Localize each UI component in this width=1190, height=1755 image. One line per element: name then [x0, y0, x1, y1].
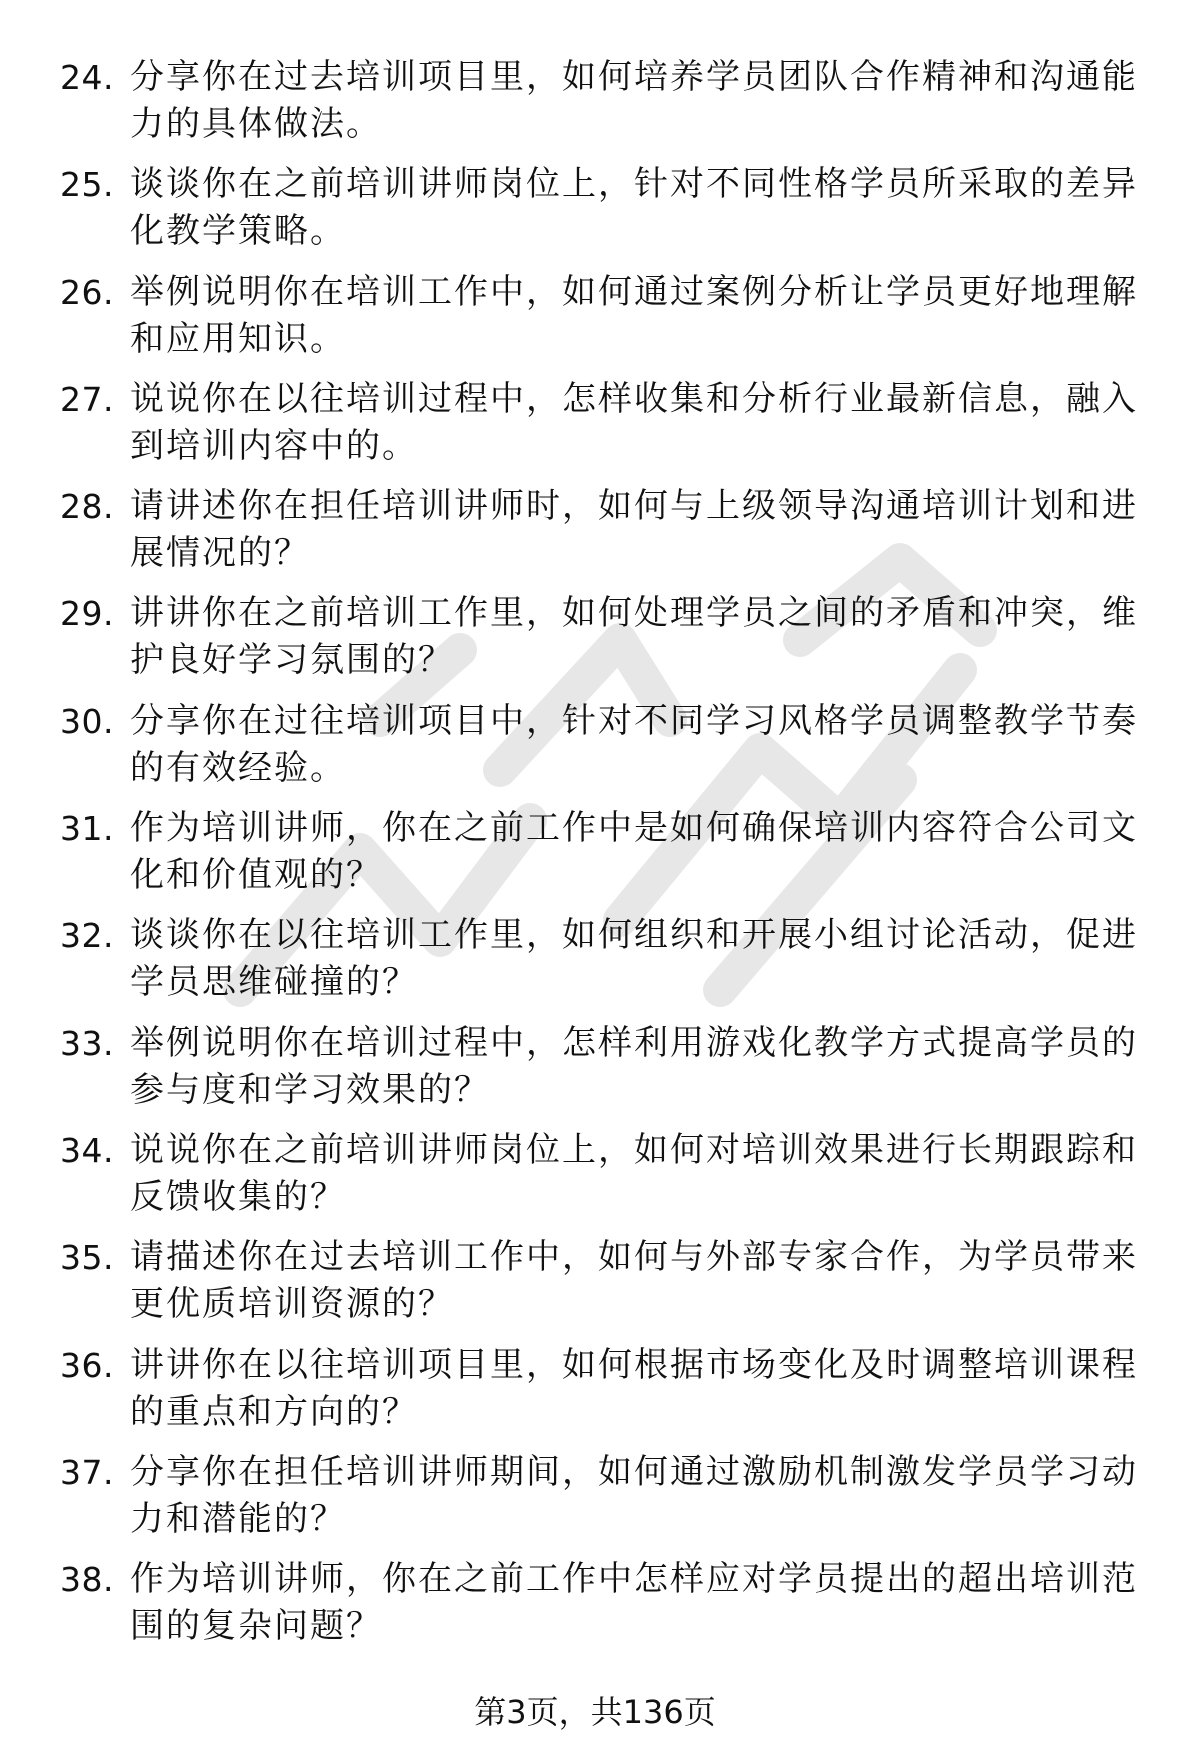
question-number: 37.: [60, 1452, 114, 1492]
question-text: 说说你在之前培训讲师岗位上，如何对培训效果进行长期跟踪和反馈收集的？: [130, 1129, 1138, 1217]
page-footer: 第3页，共136页: [474, 1693, 716, 1731]
question-number: 30.: [60, 701, 114, 741]
question-item: [60, 1127, 1150, 1234]
question-item: [60, 590, 1150, 697]
question-text: 分享你在过往培训项目中，针对不同学习风格学员调整教学节奏的有效经验。: [130, 700, 1138, 788]
question-item: [60, 698, 1150, 805]
question-item: [60, 54, 1150, 161]
question-number: 29.: [60, 594, 114, 634]
question-item: [60, 805, 1150, 912]
question-text: 谈谈你在以往培训工作里，如何组织和开展小组讨论活动，促进学员思维碰撞的？: [130, 915, 1138, 1003]
question-number: 38.: [60, 1560, 114, 1600]
question-number: 26.: [60, 272, 114, 312]
question-text: 讲讲你在以往培训项目里，如何根据市场变化及时调整培训课程的重点和方向的？: [130, 1344, 1138, 1432]
question-item: [60, 161, 1150, 268]
question-number: 36.: [60, 1345, 114, 1385]
question-item: [60, 483, 1150, 590]
question-number: 35.: [60, 1238, 114, 1278]
question-item: [60, 1449, 1150, 1556]
question-item: [60, 269, 1150, 376]
question-item: [60, 1556, 1150, 1663]
question-text: 作为培训讲师，你在之前工作中怎样应对学员提出的超出培训范围的复杂问题？: [130, 1559, 1138, 1647]
question-number: 27.: [60, 379, 114, 419]
question-text: 说说你在以往培训过程中，怎样收集和分析行业最新信息，融入到培训内容中的。: [130, 378, 1138, 466]
question-number: 25.: [60, 165, 114, 205]
question-number: 28.: [60, 487, 114, 527]
question-item: [60, 1342, 1150, 1449]
question-text: 分享你在过去培训项目里，如何培养学员团队合作精神和沟通能力的具体做法。: [130, 57, 1138, 144]
question-number: 33.: [60, 1023, 114, 1063]
question-item: [60, 1234, 1150, 1341]
question-text: 谈谈你在之前培训讲师岗位上，针对不同性格学员所采取的差异化教学策略。: [130, 164, 1138, 252]
question-text: 分享你在担任培训讲师期间，如何通过激励机制激发学员学习动力和潜能的？: [130, 1451, 1138, 1539]
question-text: 举例说明你在培训过程中，怎样利用游戏化教学方式提高学员的参与度和学习效果的？: [130, 1022, 1138, 1110]
question-item: [60, 1020, 1150, 1127]
question-number: 24.: [60, 58, 114, 97]
question-text: 请讲述你在担任培训讲师时，如何与上级领导沟通培训计划和进展情况的？: [130, 486, 1138, 574]
question-list: [60, 54, 1150, 1663]
question-item: [60, 376, 1150, 483]
question-number: 31.: [60, 809, 114, 849]
question-text: 举例说明你在培训工作中，如何通过案例分析让学员更好地理解和应用知识。: [130, 271, 1138, 359]
question-text: 作为培训讲师，你在之前工作中是如何确保培训内容符合公司文化和价值观的？: [130, 808, 1138, 896]
question-text: 请描述你在过去培训工作中，如何与外部专家合作，为学员带来更优质培训资源的？: [130, 1237, 1138, 1325]
question-text: 讲讲你在之前培训工作里，如何处理学员之间的矛盾和冲突，维护良好学习氛围的？: [130, 593, 1138, 681]
question-number: 32.: [60, 916, 114, 956]
question-number: 34.: [60, 1130, 114, 1170]
question-item: [60, 912, 1150, 1019]
